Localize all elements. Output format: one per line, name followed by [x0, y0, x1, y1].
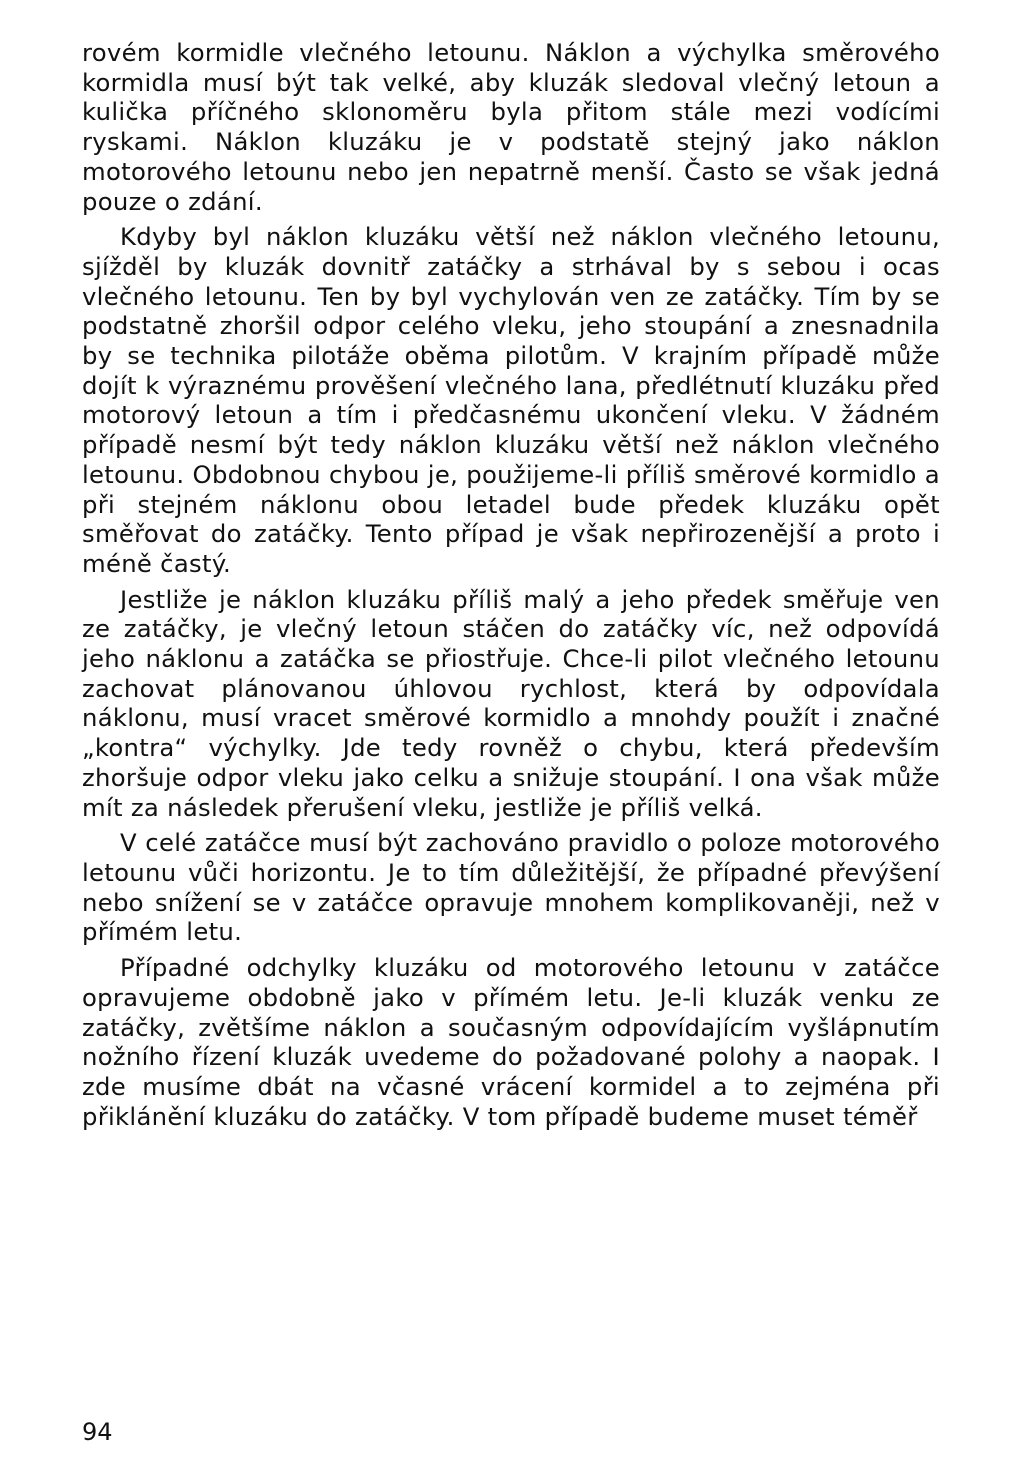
- paragraph-3: Jestliže je náklon kluzáku příliš malý a jeho předek směřuje ven ze zatáčky, je vlečný letoun stáčen do zatáčky víc, než odpovídá jeho náklonu a zatáčka se přiostřuje. Chce-li pilot vlečného letounu zachovat plánovanou úhlovou rychlost, která by odpovídala náklonu, musí vracet směrové kormidlo a mnohdy použít i značné „kontra“ výchylky. Jde tedy rovněž o chybu, která především zhoršuje odpor vleku jako celku a snižuje stoupání. I ona však může mít za následek přerušení vleku, jestliže je příliš velká.: [82, 584, 940, 822]
- paragraph-4: V celé zatáčce musí být zachováno pravidlo o poloze motorového letounu vůči horizontu. Je to tím důležitější, že případné převýšení nebo snížení se v zatáčce opravuje mnohem komplikovaněji, než v přímém letu.: [82, 828, 940, 947]
- paragraph-5: Případné odchylky kluzáku od motorového letounu v zatáčce opravujeme obdobně jako v přímém letu. Je-li kluzák venku ze zatáčky, zvětšíme náklon a současným odpovídajícím vyšlápnutím nožního řízení kluzák uvedeme do požadované polohy a naopak. I zde musíme dbát na včasné vrácení kormidel a to zejména při přiklánění kluzáku do zatáčky. V tom případě budeme muset téměř: [82, 953, 940, 1131]
- page-number: 94: [82, 1418, 113, 1446]
- paragraph-2: Kdyby byl náklon kluzáku větší než náklon vlečného letounu, sjížděl by kluzák dovnitř zatáčky a strhával by s sebou i ocas vlečného letounu. Ten by byl vychylován ven ze zatáčky. Tím by se podstatně zhoršil odpor celého vleku, jeho stoupání a znesnadnila by se technika pilotáže oběma pilotům. V krajním případě může dojít k výraznému prověšení vlečného lana, předlétnutí kluzáku před motorový letoun a tím i předčasnému ukončení vleku. V žádném případě nesmí být tedy náklon kluzáku větší než náklon vlečného letounu. Obdobnou chybou je, použijeme-li příliš směrové kormidlo a při stejném náklonu obou letadel bude předek kluzáku opět směřovat do zatáčky. Tento případ je však nepřirozenější a proto i méně častý.: [82, 222, 940, 578]
- paragraph-1: rovém kormidle vlečného letounu. Náklon a výchylka směrového kormidla musí být tak velké, aby kluzák sledoval vlečný letoun a kulička příčného sklonoměru byla přitom stále mezi vodícími ryskami. Náklon kluzáku je v podstatě stejný jako náklon motorového letounu nebo jen nepatrně menší. Často se však jedná pouze o zdání.: [82, 38, 940, 216]
- page-body: [82, 38, 940, 1137]
